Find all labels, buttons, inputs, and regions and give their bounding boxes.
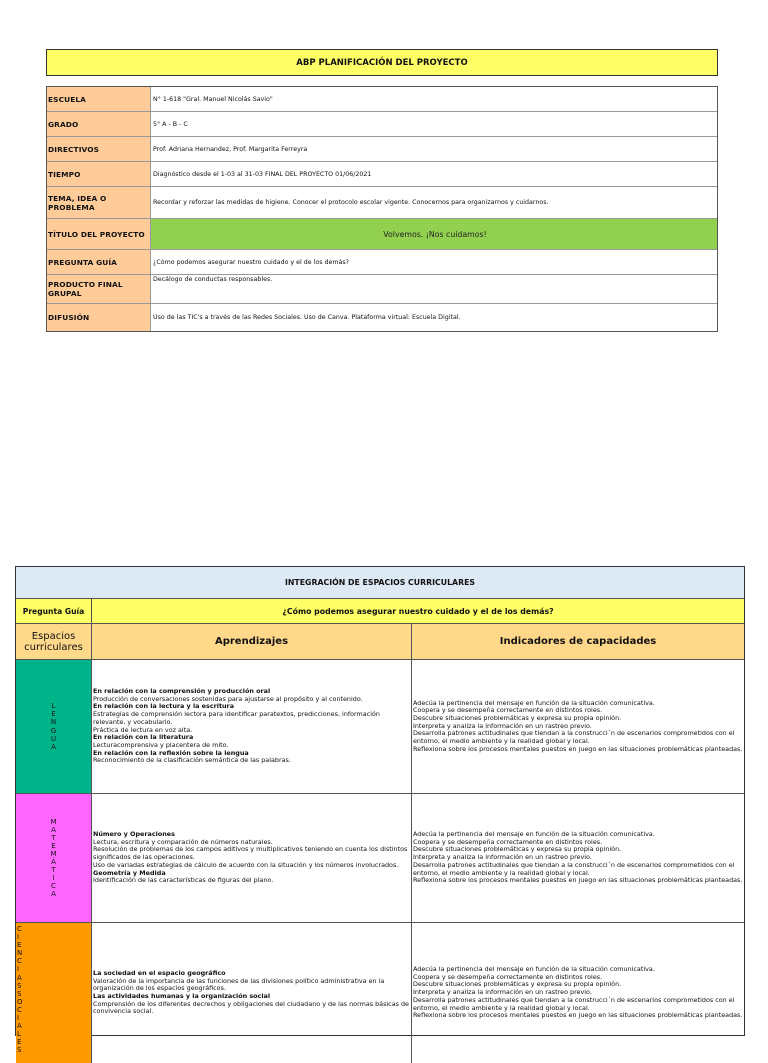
area-name-ciencias-sociales	[16, 923, 23, 1055]
learning-cell-matematica	[92, 794, 412, 922]
header-indicators: Indicadores de capacidades	[499, 636, 657, 647]
label-producto: PRODUCTO FINAL GRUPAL	[47, 275, 151, 303]
row-tema	[47, 187, 717, 219]
indicator-item: Coopera y se desempeña correctamente en distintos roles.	[413, 837, 603, 846]
indicator-item: Reflexiona sobre los procesos mentales puestos en juego en las situaciones problemáticas planteadas.	[413, 744, 743, 753]
learning-item: Producción de conversaciones sostenidas para ajustarse al propósito y al contenido.	[93, 694, 363, 703]
indicator-item: Desarrolla patrones actitudinales que tiendan a la construcci´n de escenarios comprometidos con el entorno, el medio ambiente y la realidad global y local.	[413, 729, 735, 746]
area-cell-ciencias-sociales	[16, 923, 92, 1063]
value-producto: Decálogo de conductas responsables.	[153, 276, 273, 283]
area-cell-lengua	[16, 660, 92, 793]
area-letter: G	[50, 726, 57, 735]
learning-item: Lecturacomprensiva y placentera de mito.	[93, 740, 229, 749]
value-directivos: Prof. Adriana Hernandez, Prof. Margarita Ferreyra	[153, 145, 308, 153]
area-letter: C	[17, 925, 22, 933]
area-letter: M	[50, 817, 57, 826]
indicators-cell-matematica	[412, 794, 744, 922]
label-difusion: DIFUSIÓN	[47, 304, 151, 331]
indicator-item: Reflexiona sobre los procesos mentales puestos en juego en las situaciones problemáticas planteadas.	[413, 876, 743, 885]
area-letter: T	[51, 866, 56, 875]
indicator-item: Descubre situaciones problemáticas y expresa su propia opinión.	[413, 845, 622, 854]
value-titulo: Volvemos. ¡Nos cuidamos!	[151, 219, 717, 249]
area-letter: A	[51, 825, 56, 834]
area-letter: N	[17, 949, 23, 958]
indicator-item: Reflexiona sobre los procesos mentales puestos en juego en las situaciones problemáticas planteadas.	[413, 1011, 743, 1020]
area-letter: C	[17, 1005, 22, 1014]
area-letter: E	[17, 941, 22, 950]
area-letter: S	[17, 989, 22, 998]
area-row-ciencias-sociales	[16, 923, 744, 1063]
indicator-item: Interpreta y analiza la información en un rastreo previo.	[413, 853, 592, 862]
area-letter: N	[50, 718, 57, 727]
learning-item: Reconocimiento de la clasificación semántica de las palabras.	[93, 756, 291, 765]
area-letter: A	[17, 1022, 22, 1031]
area-letter: U	[50, 734, 57, 743]
learning-item: Valoración de la importancia de las funciones de las divisiones político administrativa en la organización de los espacios geográficos.	[93, 976, 385, 993]
learning-heading: En relación con la comprensión y producción oral	[93, 686, 271, 695]
header-row	[16, 624, 744, 660]
value-difusion: Uso de las TIC's a través de las Redes Sociales. Uso de Canva. Plataforma virtual: Escuela Digital.	[153, 314, 461, 321]
label-pregunta: PREGUNTA GUÍA	[47, 250, 151, 274]
label-directivos: DIRECTIVOS	[47, 137, 151, 161]
learning-heading: En relación con la literatura	[93, 733, 194, 742]
learning-cell-ciencias-sociales	[92, 923, 412, 1063]
guide-question-row	[16, 599, 744, 624]
row-directivos	[47, 137, 717, 162]
learning-heading: Geometría y Medida	[93, 868, 166, 877]
area-letter: Á	[51, 858, 56, 866]
row-titulo	[47, 219, 717, 250]
area-letter: C	[17, 957, 22, 966]
learning-heading: En relación con la lectura y la escritura	[93, 702, 235, 711]
value-grado: 5° A - B - C	[153, 120, 188, 128]
area-letter: C	[51, 882, 56, 891]
header-spaces: Espacios curriculares	[16, 624, 92, 659]
area-letter: A	[51, 742, 56, 751]
area-letter: L	[17, 1030, 21, 1039]
learning-item: Lectura, escritura y comparación de números naturales.	[93, 837, 273, 846]
learning-cell-lengua	[92, 660, 412, 793]
project-table	[46, 86, 718, 332]
area-letter: A	[17, 973, 22, 982]
guide-question-label: Pregunta Guía	[16, 599, 92, 623]
row-grado	[47, 112, 717, 137]
learning-item: Comprensión de los diferentes decrechos y obligaciones del ciudadano y de las normas básicas de convivencia social.	[93, 999, 409, 1016]
area-row-lengua	[16, 660, 744, 794]
row-tiempo	[47, 162, 717, 187]
indicators-cell-ciencias-sociales	[412, 923, 744, 1063]
area-letter: I	[17, 965, 20, 974]
area-letter: E	[51, 841, 56, 850]
label-grado: GRADO	[47, 112, 151, 136]
area-letter: A	[51, 890, 56, 899]
indicator-item: Coopera y se desempeña correctamente en distintos roles.	[413, 706, 603, 715]
row-pregunta	[47, 250, 717, 275]
indicator-item: Interpreta y analiza la información en un rastreo previo.	[413, 721, 592, 730]
area-letter: I	[17, 933, 20, 942]
area-letter: E	[17, 1038, 22, 1047]
indicator-item: Adecúa la pertinencia del mensaje en función de la situación comunicativa.	[413, 698, 655, 707]
value-tiempo: Diagnóstico desde el 1-03 al 31-03 FINAL DEL PROYECTO 01/06/2021	[153, 170, 372, 178]
learning-heading: La sociedad en el espacio geográfico	[93, 968, 226, 977]
learning-item: Estrategias de comprensión lectora para identificar paratextos, predicciones, información relevante, y vocabulario.	[93, 710, 380, 726]
indicators-cell-lengua	[412, 660, 744, 793]
integration-title: INTEGRACIÓN DE ESPACIOS CURRICULARES	[16, 567, 744, 599]
learning-item: Resolución de problemas de los campos aditivos y multiplicativos teniendo en cuenta los distintos significados de las operaciones.	[93, 845, 408, 862]
indicator-item: Adecúa la pertinencia del mensaje en función de la situación comunicativa.	[413, 830, 655, 839]
learning-heading: Número y Operaciones	[93, 830, 175, 839]
area-cell-matematica	[16, 794, 92, 922]
area-row-matematica	[16, 794, 744, 923]
label-tema: TEMA, IDEA O PROBLEMA	[47, 187, 151, 218]
guide-question-text: ¿Cómo podemos asegurar nuestro cuidado y el de los demás?	[282, 606, 554, 616]
indicator-item: Descubre situaciones problemáticas y expresa su propia opinión.	[413, 713, 622, 722]
indicator-item: Desarrolla patrones actitudinales que tiendan a la construcci´n de escenarios comprometidos con el entorno, el medio ambiente y la realidad global y local.	[413, 995, 735, 1012]
indicator-item: Adecúa la pertinencia del mensaje en función de la situación comunicativa.	[413, 965, 655, 974]
indicator-item: Coopera y se desempeña correctamente en distintos roles.	[413, 972, 603, 981]
area-letter: S	[17, 981, 22, 990]
area-letter: M	[50, 849, 57, 858]
area-letter: E	[51, 710, 56, 719]
label-tiempo: TIEMPO	[47, 162, 151, 186]
row-difusion	[47, 304, 717, 331]
learning-item: Práctica de lectura en voz alta.	[93, 725, 193, 734]
learning-item: Uso de variadas estrategias de cálculo de acuerdo con la situación y los números involucrados.	[93, 860, 399, 869]
header-learning: Aprendizajes	[92, 624, 412, 659]
area-letter: S	[17, 1046, 22, 1055]
indicator-item: Desarrolla patrones actitudinales que tiendan a la construcci´n de escenarios comprometidos con el entorno, el medio ambiente y la realidad global y local.	[413, 860, 735, 877]
value-escuela: N° 1-618 "Gral. Manuel Nicolás Savio"	[153, 95, 273, 103]
value-tema: Recordar y reforzar las medidas de higiene. Conocer el protocolo escolar vigente. Conocernos para organizarnos y cuidarnos.	[153, 199, 549, 206]
area-name-matematica	[50, 818, 56, 899]
row-escuela	[47, 87, 717, 112]
indicator-item: Interpreta y analiza la información en un rastreo previo.	[413, 988, 592, 997]
learning-item: Identificación de las características de figuras del plano.	[93, 876, 274, 885]
area-letter: O	[17, 997, 23, 1006]
label-escuela: ESCUELA	[47, 87, 151, 111]
area-letter: L	[51, 702, 56, 711]
row-producto	[47, 275, 717, 304]
learning-heading: Las actividades humanas y la organización social	[93, 992, 271, 1000]
value-pregunta: ¿Cómo podemos asegurar nuestro cuidado y el de los demás?	[153, 258, 350, 266]
integration-table	[15, 566, 745, 1055]
area-name-lengua	[51, 702, 56, 751]
indicator-item: Descubre situaciones problemáticas y expresa su propia opinión.	[413, 980, 622, 989]
learning-heading: En relación con la reflexión sobre la lengua	[93, 748, 249, 757]
area-letter: I	[52, 874, 55, 883]
label-titulo: TÍTULO DEL PROYECTO	[47, 219, 151, 249]
area-letter: I	[17, 1014, 20, 1023]
project-title: ABP PLANIFICACIÓN DEL PROYECTO	[46, 49, 718, 76]
area-letter: T	[51, 833, 56, 842]
